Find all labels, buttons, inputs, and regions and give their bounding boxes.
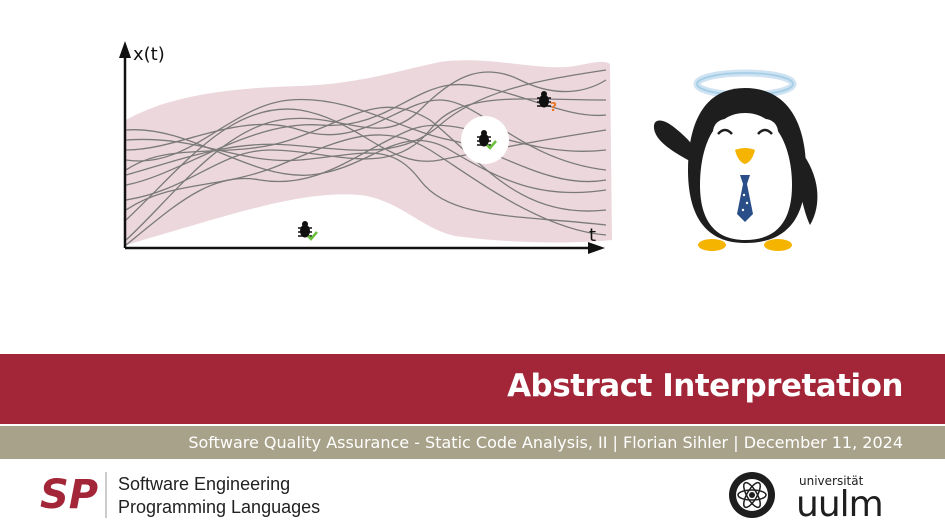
subtitle-band	[0, 426, 945, 459]
svg-text:uulm: uulm	[796, 484, 883, 520]
group-name-line2: Programming Languages	[118, 497, 321, 517]
group-name-line1: Software Engineering	[118, 474, 291, 494]
university-logo	[796, 472, 908, 520]
slide-subtitle: Software Quality Assurance - Static Code Analysis, II | Florian Sihler | December 11, 2024	[188, 433, 903, 452]
svg-text:universität: universität	[799, 474, 864, 488]
sp-logo-icon	[40, 470, 110, 520]
penguin-mascot	[654, 73, 817, 251]
svg-text:?: ?	[550, 100, 557, 114]
x-axis-label: t	[589, 225, 597, 246]
slide-title: Abstract Interpretation	[507, 368, 903, 404]
verified-bug-icon	[298, 221, 317, 239]
svg-text:SP: SP	[40, 472, 99, 518]
title-band	[0, 354, 945, 424]
y-axis-label: x(t)	[133, 44, 165, 65]
university-seal-icon	[728, 471, 776, 519]
